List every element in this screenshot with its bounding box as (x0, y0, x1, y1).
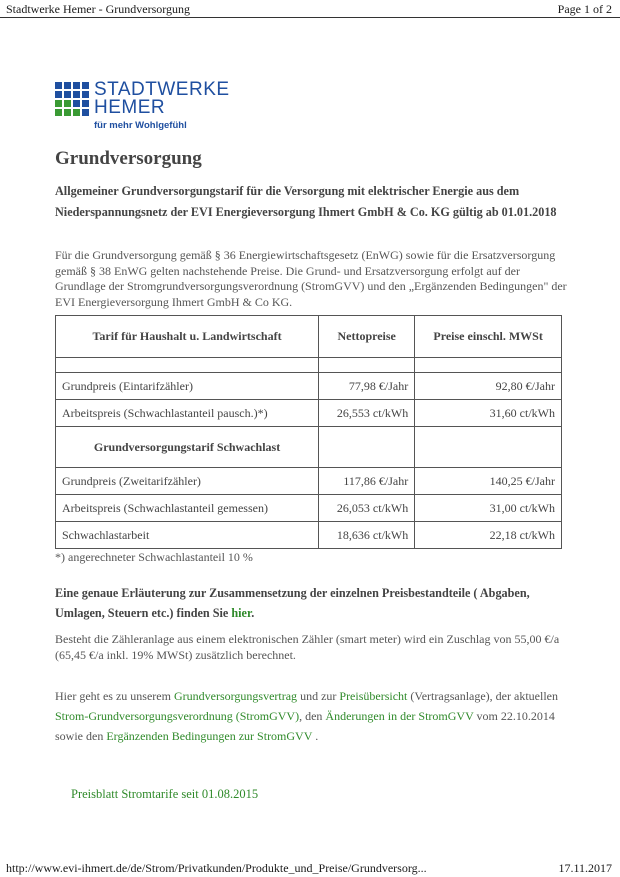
links-paragraph: Hier geht es zu unserem Grundversorgungsvertrag und zur Preisübersicht (Vertragsanlage), der aktuellen Strom-Grundversorgungsverordnung (StromGVV), den Änderungen in der StromGVV vom 22.10.2014 sowie den Ergänzenden Bedingungen zur StromGVV . (55, 689, 558, 743)
subheader-schwachlast: Grundversorgungstarif Schwachlast (56, 427, 319, 468)
ergaenzende-bedingungen-link[interactable]: Ergänzenden Bedingungen zur StromGVV (106, 729, 313, 743)
smart-meter-paragraph: Besteht die Zähleranlage aus einem elektronischen Zähler (smart meter) wird ein Zuschlag von 55,00 €/a (65,45 €/a inkl. 19% MWSt) zusätzlich berechnet. (55, 632, 560, 662)
tariff-intro: Allgemeiner Grundversorgungstarif für die Versorgung mit elektrischer Energie aus dem Niederspannungsnetz der EVI Energieversorgung Ihmert GmbH & Co. KG gültig ab 01.01.2018 (55, 184, 557, 219)
row-label: Arbeitspreis (Schwachlastanteil pausch.)*) (56, 400, 319, 427)
table-subheader-row (56, 427, 562, 468)
row-net-price: 77,98 €/Jahr (319, 373, 415, 400)
row-net-price: 26,553 ct/kWh (319, 400, 415, 427)
page-title: Grundversorgung (55, 148, 202, 169)
stromgvv-link[interactable]: Strom-Grundversorgungsverordnung (StromGVV) (55, 709, 300, 723)
legal-paragraph: Für die Grundversorgung gemäß § 36 Energiewirtschaftsgesetz (EnWG) sowie für die Ersatzversorgung gemäß § 38 EnWG gelten nachstehende Preise. Die Grund- und Ersatzversorgung erfolgt auf der Grundlage der Stromgrundversorgungsverordnung (StromGVV) und den „Ergänzenden Bedingungen" der EVI Energieversorgung Ihmert GmbH & Co KG. (55, 248, 567, 309)
print-footer-date: 17.11.2017 (558, 861, 612, 875)
row-label: Grundpreis (Eintarifzähler) (56, 373, 319, 400)
print-page-number: Page 1 of 2 (557, 2, 612, 16)
tariff-table (55, 315, 562, 549)
row-gross-price: 31,60 ct/kWh (415, 400, 562, 427)
preisuebersicht-link[interactable]: Preisübersicht (339, 689, 408, 703)
grundversorgungsvertrag-link[interactable]: Grundversorgungsvertrag (173, 689, 298, 703)
logo-text-stadtwerke: STADTWERKE (94, 79, 230, 100)
table-header-row (56, 316, 562, 358)
row-gross-price: 92,80 €/Jahr (415, 373, 562, 400)
row-label: Grundpreis (Zweitarifzähler) (56, 468, 319, 495)
table-row (56, 495, 562, 522)
row-label: Arbeitspreis (Schwachlastanteil gemessen) (56, 495, 319, 522)
column-header-net: Nettopreise (319, 316, 415, 358)
table-row (56, 522, 562, 549)
table-footnote: *) angerechneter Schwachlastanteil 10 % (55, 550, 253, 564)
table-row (56, 400, 562, 427)
table-row (56, 373, 562, 400)
header-divider (0, 17, 620, 18)
row-gross-price: 31,00 ct/kWh (415, 495, 562, 522)
hier-link[interactable]: hier (231, 606, 252, 620)
table-spacer-row (56, 358, 562, 373)
stadtwerke-logo[interactable] (55, 80, 285, 136)
print-header-title: Stadtwerke Hemer - Grundversorgung (6, 2, 191, 16)
aenderungen-stromgvv-link[interactable]: Änderungen in der StromGVV (325, 709, 474, 723)
row-net-price: 26,053 ct/kWh (319, 495, 415, 522)
row-net-price: 18,636 ct/kWh (319, 522, 415, 549)
row-gross-price: 140,25 €/Jahr (415, 468, 562, 495)
logo-text-hemer: HEMER (94, 97, 166, 118)
column-header-tariff: Tarif für Haushalt u. Landwirtschaft (56, 316, 319, 358)
explanation-paragraph: Eine genaue Erläuterung zur Zusammensetzung der einzelnen Preisbestandteile ( Abgaben, Umlagen, Steuern etc.) finden Sie hier. (55, 586, 530, 620)
logo-tagline: für mehr Wohlgefühl (94, 120, 187, 131)
row-gross-price: 22,18 ct/kWh (415, 522, 562, 549)
row-net-price: 117,86 €/Jahr (319, 468, 415, 495)
logo-mark-icon (55, 82, 89, 116)
preisblatt-link[interactable]: Preisblatt Stromtarife seit 01.08.2015 (71, 787, 259, 801)
print-footer-url: http://www.evi-ihmert.de/de/Strom/Privatkunden/Produkte_und_Preise/Grundversorg... (6, 861, 427, 875)
column-header-gross: Preise einschl. MWSt (415, 316, 562, 358)
table-row (56, 468, 562, 495)
row-label: Schwachlastarbeit (56, 522, 319, 549)
